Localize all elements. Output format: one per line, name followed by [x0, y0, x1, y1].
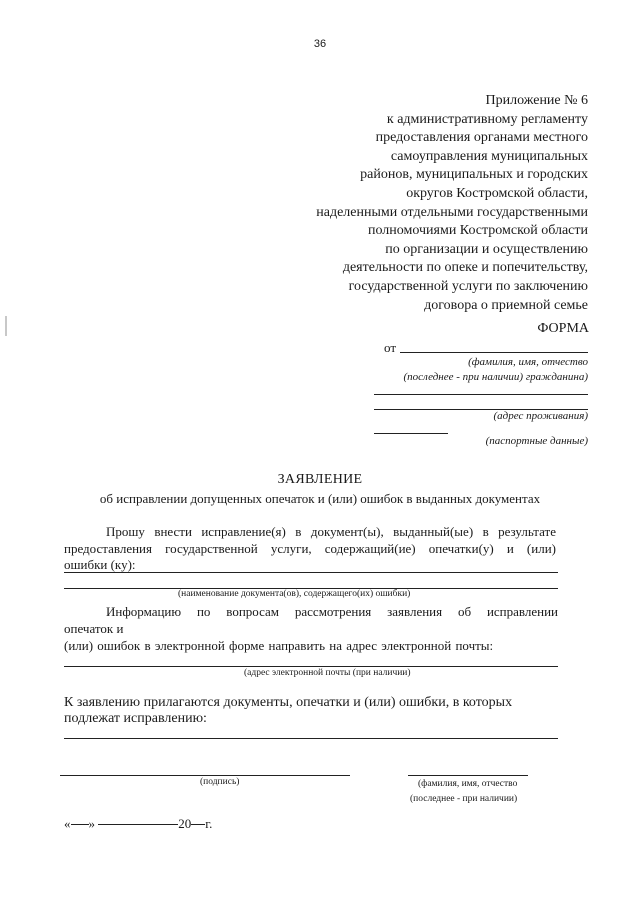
- appendix-line: Приложение № 6: [485, 93, 588, 108]
- from-label: от: [384, 340, 397, 355]
- request-fill-line-1[interactable]: [64, 572, 558, 573]
- form-label: ФОРМА: [537, 321, 589, 336]
- date-month-line[interactable]: [98, 824, 178, 825]
- appendix-header: [316, 92, 588, 315]
- email-caption: (адрес электронной почты (при наличии): [244, 668, 411, 678]
- document-name-caption: (наименование документа(ов), содержащего(их) ошибки): [178, 589, 411, 599]
- passport-caption: (паспортные данные): [485, 435, 588, 447]
- appendix-line: самоуправления муниципальных: [390, 148, 588, 164]
- date-year-suffix: г.: [205, 816, 213, 831]
- date-year-line[interactable]: [191, 824, 205, 825]
- appendix-line: наделенными отдельными государственными: [316, 204, 588, 220]
- applicant-name-line[interactable]: [400, 352, 588, 353]
- date-day-line[interactable]: [71, 824, 89, 825]
- info-line-2: опечаток и: [64, 621, 124, 636]
- page-number: 36: [313, 38, 327, 50]
- signer-name-line[interactable]: [408, 775, 528, 776]
- appendix-line: договора о приемной семье: [424, 297, 588, 313]
- email-fill-line[interactable]: [64, 666, 558, 667]
- request-line-1: Прошу внести исправление(я) в документ(ы), выданный(ые) в результате: [106, 524, 556, 539]
- applicant-name-caption: (фамилия, имя, отчество: [468, 356, 588, 368]
- appendix-line: деятельности по опеке и попечительству,: [342, 260, 588, 276]
- signer-name-caption-2: (последнее - при наличии): [410, 794, 518, 804]
- statement-subtitle: об исправлении допущенных опечаток и (или) ошибок в выданных документах: [99, 491, 541, 506]
- info-line-1: Информацию по вопросам рассмотрения заявления об исправлении: [106, 604, 558, 619]
- appendix-line: по организации и осуществлению: [385, 241, 588, 257]
- date-year-prefix: 20: [178, 816, 192, 831]
- info-line-3: (или) ошибок в электронной форме направить на адрес электронной почты:: [64, 638, 494, 653]
- date-close-quote: »: [88, 816, 95, 831]
- appendix-line: государственной услуги по заключению: [348, 278, 588, 294]
- passport-line[interactable]: [374, 433, 448, 434]
- attachments-line-1: К заявлению прилагаются документы, опечатки и (или) ошибки, в которых: [64, 695, 513, 710]
- appendix-line: районов, муниципальных и городских: [360, 167, 588, 183]
- statement-title: ЗАЯВЛЕНИЕ: [277, 472, 363, 487]
- signer-name-caption-1: (фамилия, имя, отчество: [418, 779, 518, 789]
- attachments-fill-line-1[interactable]: [64, 738, 558, 739]
- date-field: [64, 816, 212, 832]
- appendix-line: полномочиями Костромской области: [367, 223, 588, 239]
- request-line-3: ошибки (ку):: [64, 557, 136, 572]
- signature-line[interactable]: [60, 775, 350, 776]
- appendix-line: округов Костромской области,: [406, 185, 588, 201]
- applicant-name-caption-2: (последнее - при наличии) гражданина): [403, 371, 588, 383]
- address-caption: (адрес проживания): [493, 410, 588, 422]
- scan-mark: [5, 316, 7, 336]
- attachments-line-2: подлежат исправлению:: [64, 711, 207, 726]
- signature-caption: (подпись): [200, 777, 240, 787]
- appendix-line: предоставления органами местного: [375, 130, 588, 146]
- address-line-1[interactable]: [374, 394, 588, 395]
- request-line-2: предоставления государственной услуги, содержащий(ие) опечатки(у) и (или): [64, 541, 556, 556]
- date-open-quote: «: [64, 816, 71, 831]
- appendix-line: к административному регламенту: [386, 111, 588, 127]
